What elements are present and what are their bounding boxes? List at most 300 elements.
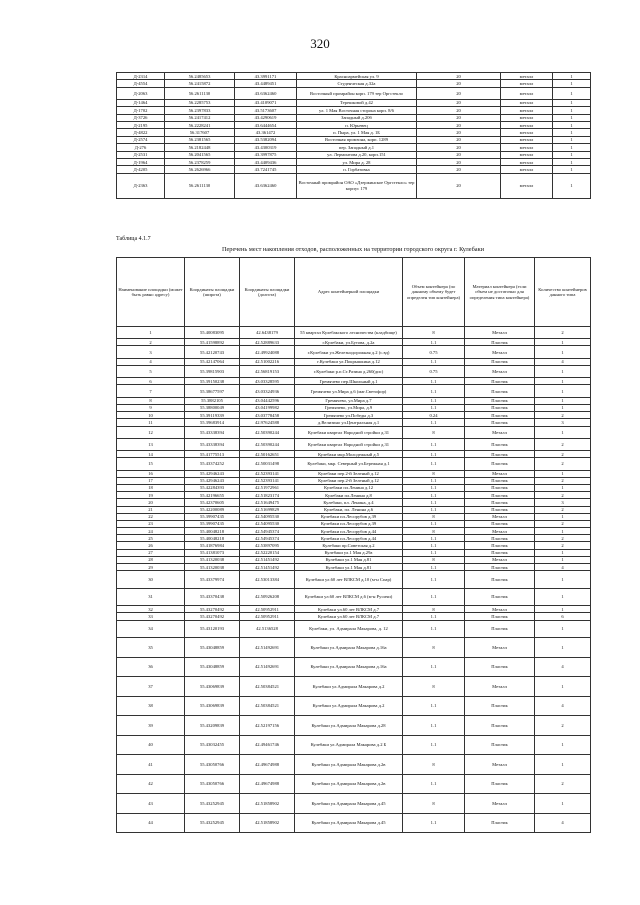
- longitude-cell: 43.361472: [235, 129, 297, 136]
- volume-cell: 0.24: [403, 412, 465, 419]
- longitude-cell: 43.5173607: [235, 107, 297, 114]
- count-cell: 1: [535, 339, 591, 346]
- count-cell: 1: [535, 571, 591, 589]
- address-cell: Кулебаки ул.Адмирала Макарова д.28: [295, 716, 403, 736]
- count-cell: 6: [535, 613, 591, 620]
- latitude-cell: 55.39150238: [185, 378, 240, 385]
- volume-cell: 1.1: [403, 458, 465, 470]
- longitude-cell: 42.49674988: [240, 774, 295, 794]
- material-cell: Металл: [465, 606, 535, 613]
- count-cell: 2: [535, 458, 591, 470]
- row-number-cell: 9: [117, 404, 185, 411]
- count-cell: 1: [553, 151, 591, 158]
- longitude-cell: 42.51002216: [240, 358, 295, 365]
- longitude-cell: 43.4489451: [235, 80, 297, 87]
- volume-cell: 1.1: [403, 492, 465, 499]
- header-longitude: Координаты площадки (долгота): [240, 258, 295, 327]
- longitude-cell: 42.50926208: [240, 588, 295, 606]
- longitude-cell: 42.54095530: [240, 513, 295, 520]
- material-cell: Пластик: [465, 412, 535, 419]
- count-cell: 2: [535, 451, 591, 458]
- volume-cell: 1.1: [403, 774, 465, 794]
- material-cell: Пластик: [465, 385, 535, 397]
- count-cell: 1: [535, 638, 591, 658]
- volume-cell: 1.1: [403, 451, 465, 458]
- material-cell: Пластик: [465, 458, 535, 470]
- material-cell: металл: [501, 129, 553, 136]
- row-number-cell: 24: [117, 528, 185, 535]
- header-count: Количество контейнеров данного типа: [535, 258, 591, 327]
- address-cell: Кулебаки пр.Советская д.2: [295, 542, 403, 549]
- latitude-cell: 55.43050766: [185, 774, 240, 794]
- table-caption: Перечень мест накопления отходов, расположенных на территории городского округа г. Кулебаки: [221, 246, 485, 253]
- material-cell: Пластик: [465, 774, 535, 794]
- longitude-cell: 42.50031498: [240, 458, 295, 470]
- count-cell: 2: [535, 477, 591, 484]
- row-number-cell: 34: [117, 620, 185, 638]
- row-number-cell: 12: [117, 426, 185, 438]
- latitude-cell: 55.43069839: [185, 677, 240, 697]
- address-cell: Кулебаки, ул. Адмирала Макарова, д. 12: [295, 620, 403, 638]
- longitude-cell: 43.6362460: [235, 173, 297, 198]
- count-cell: 2: [535, 506, 591, 513]
- volume-cell: 20: [417, 158, 501, 165]
- row-number-cell: 6: [117, 378, 185, 385]
- latitude-cell: 55.42147064: [185, 358, 240, 365]
- count-cell: 1: [553, 173, 591, 198]
- row-number-cell: 33: [117, 613, 185, 620]
- site-id-cell: Д-1464: [117, 99, 165, 106]
- table-row: [117, 492, 591, 499]
- row-number-cell: 43: [117, 794, 185, 814]
- address-cell: Кулебаки пл.Ленина д.8: [295, 492, 403, 499]
- volume-cell: 1.1: [403, 696, 465, 716]
- material-cell: Металл: [465, 677, 535, 697]
- latitude-cell: 55.42284393: [185, 484, 240, 491]
- address-cell: Кулебаки пл.Лесорубов д.44: [295, 528, 403, 535]
- material-cell: Пластик: [465, 571, 535, 589]
- address-cell: Кулебаки ул.1 Мая д.29а: [295, 549, 403, 556]
- latitude-cell: 55.42946243: [185, 477, 240, 484]
- row-number-cell: 22: [117, 513, 185, 520]
- material-cell: металл: [501, 136, 553, 143]
- row-number-cell: 7: [117, 385, 185, 397]
- longitude-cell: 43.4290619: [235, 114, 297, 121]
- count-cell: 4: [535, 657, 591, 677]
- latitude-cell: 55.41381073: [185, 549, 240, 556]
- row-number-cell: 44: [117, 813, 185, 833]
- count-cell: 4: [535, 696, 591, 716]
- latitude-cell: 56.2182448: [165, 144, 235, 151]
- table-row: [117, 588, 591, 606]
- row-number-cell: 41: [117, 755, 185, 775]
- volume-cell: 8: [403, 470, 465, 477]
- latitude-cell: 55.43270492: [185, 613, 240, 620]
- volume-cell: 1.1: [403, 657, 465, 677]
- latitude-cell: 55.43032455: [185, 735, 240, 755]
- table-row: [117, 397, 591, 404]
- table-row: [117, 528, 591, 535]
- table-row: [117, 677, 591, 697]
- kulebaki-waste-sites-table: [116, 257, 591, 833]
- address-cell: Восточный промрайон корп. 179 тер Оргстекло: [297, 87, 417, 99]
- count-cell: 1: [535, 528, 591, 535]
- latitude-cell: 55.43338394: [185, 426, 240, 438]
- latitude-cell: 55.43270492: [185, 606, 240, 613]
- latitude-cell: 55.43338394: [185, 438, 240, 450]
- longitude-cell: 43.4109071: [235, 99, 297, 106]
- longitude-cell: 42.52197156: [240, 716, 295, 736]
- count-cell: 1: [535, 620, 591, 638]
- longitude-cell: 43.03778458: [240, 412, 295, 419]
- address-cell: 55 квартал Кулебакского лесничества (кладбище): [295, 327, 403, 339]
- table-row: [117, 385, 591, 397]
- latitude-cell: 55.43379974: [185, 571, 240, 589]
- address-cell: Кулебаки пл.Ленина д.12: [295, 484, 403, 491]
- header-volume: Объем контейнера (по данному объему будет определен тип контейнера): [403, 258, 465, 327]
- table-row: [117, 87, 591, 99]
- address-cell: Кулебаки пер.2-й Зеленый д.12: [295, 470, 403, 477]
- longitude-cell: 42.51972961: [240, 484, 295, 491]
- volume-cell: 1.1: [403, 339, 465, 346]
- latitude-cell: 55.43050766: [185, 755, 240, 775]
- count-cell: 2: [535, 438, 591, 450]
- material-cell: металл: [501, 99, 553, 106]
- count-cell: 1: [535, 755, 591, 775]
- material-cell: металл: [501, 107, 553, 114]
- site-id-cell: Д-2195: [117, 121, 165, 128]
- latitude-cell: 55.39815903: [185, 365, 240, 377]
- material-cell: Пластик: [465, 438, 535, 450]
- material-cell: Пластик: [465, 613, 535, 620]
- table-row: [117, 451, 591, 458]
- site-id-cell: Д-2063: [117, 87, 165, 99]
- volume-cell: 1.1: [403, 735, 465, 755]
- count-cell: 2: [535, 535, 591, 542]
- address-cell: г.Кулебаки р.п.Ст.Разина д.260(дис): [295, 365, 403, 377]
- count-cell: 1: [535, 385, 591, 397]
- longitude-cell: 42.54095530: [240, 520, 295, 527]
- header-latitude: Координаты площадки (широта): [185, 258, 240, 327]
- page-number: 320: [310, 36, 330, 51]
- latitude-cell: 56.2397833: [165, 107, 235, 114]
- count-cell: 1: [535, 365, 591, 377]
- material-cell: Металл: [465, 556, 535, 563]
- material-cell: Пластик: [465, 419, 535, 426]
- volume-cell: 20: [417, 151, 501, 158]
- longitude-cell: 43.03328595: [240, 378, 295, 385]
- address-cell: г.Кулебаки, ул.Бутова, д.2а: [295, 339, 403, 346]
- address-cell: п. Пыра, ул. 1 Мая д. 1Б: [297, 129, 417, 136]
- longitude-cell: 42.50162651: [240, 451, 295, 458]
- count-cell: 1: [535, 606, 591, 613]
- latitude-cell: 55.41876984: [185, 542, 240, 549]
- volume-cell: 20: [417, 107, 501, 114]
- volume-cell: 1.1: [403, 438, 465, 450]
- longitude-cell: 43.4300319: [235, 144, 297, 151]
- table-row: [117, 484, 591, 491]
- table-row: [117, 542, 591, 549]
- table-row: [117, 151, 591, 158]
- volume-cell: 8: [403, 513, 465, 520]
- table-row: [117, 166, 591, 173]
- longitude-cell: 43.4409436: [235, 158, 297, 165]
- volume-cell: 1.1: [403, 397, 465, 404]
- count-cell: 1: [553, 166, 591, 173]
- longitude-cell: 42.51451492: [240, 556, 295, 563]
- material-cell: Пластик: [465, 520, 535, 527]
- table-row: [117, 813, 591, 833]
- material-cell: Пластик: [465, 542, 535, 549]
- material-cell: Пластик: [465, 620, 535, 638]
- volume-cell: 20: [417, 80, 501, 87]
- row-number-cell: 19: [117, 492, 185, 499]
- longitude-cell: 42.49674988: [240, 755, 295, 775]
- address-cell: Кулебаки мкр.Молодежный д.5: [295, 451, 403, 458]
- latitude-cell: 55.3882105: [185, 397, 240, 404]
- table-row: [117, 114, 591, 121]
- table-row: [117, 346, 591, 358]
- longitude-cell: 42.97624588: [240, 419, 295, 426]
- site-id-cell: Д-2363: [117, 173, 165, 198]
- count-cell: 2: [535, 520, 591, 527]
- row-number-cell: 17: [117, 477, 185, 484]
- address-cell: Кулебаки ул.1 Мая д.81: [295, 564, 403, 571]
- latitude-cell: 55.42196655: [185, 492, 240, 499]
- longitude-cell: 42.50384521: [240, 677, 295, 697]
- count-cell: 1: [535, 426, 591, 438]
- latitude-cell: 55.43252945: [185, 794, 240, 814]
- latitude-cell: 55.42120743: [185, 346, 240, 358]
- latitude-cell: 56.2417412: [165, 114, 235, 121]
- volume-cell: 8: [403, 556, 465, 563]
- row-number-cell: 18: [117, 484, 185, 491]
- address-cell: Гремячево пер.Школьный д.1: [295, 378, 403, 385]
- table-row: [117, 458, 591, 470]
- table-row: [117, 173, 591, 198]
- latitude-cell: 55.39119339: [185, 412, 240, 419]
- material-cell: Пластик: [465, 657, 535, 677]
- table-row: [117, 620, 591, 638]
- address-cell: Западный д.20б: [297, 114, 417, 121]
- count-cell: 2: [535, 774, 591, 794]
- address-cell: Кулебаки ул.Адмирала Макарова д.2в: [295, 755, 403, 775]
- site-id-cell: Д-3726: [117, 114, 165, 121]
- volume-cell: 1.1: [403, 542, 465, 549]
- table-row: [117, 129, 591, 136]
- address-cell: Кулебаки ул.60 лет ВЛКСМ д.10 (м-н Спар): [295, 571, 403, 589]
- address-cell: пер. Западный д.1: [297, 144, 417, 151]
- table-row: [117, 339, 591, 346]
- count-cell: 1: [535, 556, 591, 563]
- count-cell: 1: [535, 513, 591, 520]
- material-cell: Пластик: [465, 696, 535, 716]
- latitude-cell: 55.40048218: [185, 528, 240, 535]
- material-cell: металл: [501, 144, 553, 151]
- table-row: [117, 73, 591, 80]
- latitude-cell: 56.2381565: [165, 136, 235, 143]
- volume-cell: 20: [417, 129, 501, 136]
- table-row: [117, 158, 591, 165]
- table-label: Таблица 4.1.7: [116, 236, 151, 242]
- longitude-cell: 42.51649475: [240, 499, 295, 506]
- volume-cell: 1.1: [403, 813, 465, 833]
- longitude-cell: 42.50390244: [240, 426, 295, 438]
- longitude-cell: 42.52889633: [240, 339, 295, 346]
- row-number-cell: 39: [117, 716, 185, 736]
- address-cell: Кулебаки ул.60 лет ВЛКСМ д.6 (м-н Русичи): [295, 588, 403, 606]
- longitude-cell: 42.52393141: [240, 470, 295, 477]
- address-cell: Кулебаки пл.Лесорубов д.39: [295, 520, 403, 527]
- longitude-cell: 42.50952911: [240, 613, 295, 620]
- material-cell: Пластик: [465, 358, 535, 365]
- longitude-cell: 42.51492691: [240, 657, 295, 677]
- longitude-cell: 42.50952911: [240, 606, 295, 613]
- address-cell: Кулебаки ул.Адмирала Макарова д.2: [295, 696, 403, 716]
- address-cell: ул. Лермонтова д.20, корп.151: [297, 151, 417, 158]
- material-cell: Пластик: [465, 535, 535, 542]
- material-cell: Пластик: [465, 339, 535, 346]
- count-cell: 4: [535, 813, 591, 833]
- row-number-cell: 26: [117, 542, 185, 549]
- latitude-cell: 55.41320038: [185, 564, 240, 571]
- material-cell: Пластик: [465, 564, 535, 571]
- row-number-cell: 4: [117, 358, 185, 365]
- count-cell: 2: [535, 492, 591, 499]
- volume-cell: 1.1: [403, 358, 465, 365]
- longitude-cell: 42.49461746: [240, 735, 295, 755]
- longitude-cell: 43.6444654: [235, 121, 297, 128]
- volume-cell: 1.1: [403, 499, 465, 506]
- table-row: [117, 419, 591, 426]
- table-row: [117, 794, 591, 814]
- material-cell: Пластик: [465, 588, 535, 606]
- row-number-cell: 32: [117, 606, 185, 613]
- latitude-cell: 55.43120193: [185, 620, 240, 638]
- row-number-cell: 3: [117, 346, 185, 358]
- table-row: [117, 506, 591, 513]
- latitude-cell: 55.42370605: [185, 499, 240, 506]
- table-row: [117, 412, 591, 419]
- address-cell: г.Кулебаки ул.Железнодорожная д.2 (с.вд): [295, 346, 403, 358]
- table-row: [117, 470, 591, 477]
- latitude-cell: 55.43370438: [185, 588, 240, 606]
- address-cell: Кулебаки ул.60 лет ВЛКСМ д.7: [295, 613, 403, 620]
- material-cell: Металл: [465, 794, 535, 814]
- volume-cell: 1.1: [403, 564, 465, 571]
- header-address: Адрес контейнерной площадки: [295, 258, 403, 327]
- address-cell: Кулебаки, пл. Ленина, д.4: [295, 499, 403, 506]
- count-cell: 1: [535, 735, 591, 755]
- volume-cell: 1.1: [403, 549, 465, 556]
- material-cell: Пластик: [465, 716, 535, 736]
- volume-cell: 1.1: [403, 385, 465, 397]
- material-cell: Пластик: [465, 404, 535, 411]
- latitude-cell: 55.40083095: [185, 327, 240, 339]
- table-row: [117, 378, 591, 385]
- address-cell: Восточный промрайон ОАО «Дзержинское Оргстекло» тер корпус 179: [297, 173, 417, 198]
- address-cell: Кулебаки ул.Адмирала Макарова д.2: [295, 677, 403, 697]
- address-cell: п. Горбатовка: [297, 166, 417, 173]
- longitude-cell: 43.6362460: [235, 87, 297, 99]
- address-cell: Студенческая д.32а: [297, 80, 417, 87]
- material-cell: металл: [501, 80, 553, 87]
- latitude-cell: 55.42946243: [185, 470, 240, 477]
- address-cell: Кулебаки пл.Лесорубов д.39: [295, 513, 403, 520]
- longitude-cell: 42.52393141: [240, 477, 295, 484]
- table-row: [117, 535, 591, 542]
- table-row: [117, 774, 591, 794]
- site-id-cell: Д-276: [117, 144, 165, 151]
- latitude-cell: 56.2378259: [165, 158, 235, 165]
- count-cell: 1: [535, 549, 591, 556]
- longitude-cell: 43.03324936: [240, 385, 295, 397]
- row-number-cell: 11: [117, 419, 185, 426]
- address-cell: Кулебаки, мкр. Северный ул.Бережная д.1: [295, 458, 403, 470]
- longitude-cell: 43.5382094: [235, 136, 297, 143]
- row-number-cell: 8: [117, 397, 185, 404]
- row-number-cell: 28: [117, 556, 185, 563]
- table-row: [117, 477, 591, 484]
- row-number-cell: 40: [117, 735, 185, 755]
- latitude-cell: 56.2041565: [165, 151, 235, 158]
- address-cell: Терешковой д.42: [297, 99, 417, 106]
- latitude-cell: 56.2485653: [165, 73, 235, 80]
- latitude-cell: 55.43048859: [185, 638, 240, 658]
- table-row: [117, 80, 591, 87]
- longitude-cell: 42.5136528: [240, 620, 295, 638]
- latitude-cell: 56.2611130: [165, 173, 235, 198]
- address-cell: Гремячево, ул.Мира, д.9: [295, 404, 403, 411]
- longitude-cell: 42.51699829: [240, 506, 295, 513]
- row-number-cell: 23: [117, 520, 185, 527]
- volume-cell: 20: [417, 136, 501, 143]
- row-number-cell: 27: [117, 549, 185, 556]
- material-cell: Пластик: [465, 549, 535, 556]
- longitude-cell: 42.51858902: [240, 794, 295, 814]
- count-cell: 1: [553, 73, 591, 80]
- address-cell: Кулебаки ул.Адмирала Макарова д.2 Б: [295, 735, 403, 755]
- volume-cell: 1.1: [403, 506, 465, 513]
- longitude-cell: 42.54945374: [240, 528, 295, 535]
- longitude-cell: 43.04199982: [240, 404, 295, 411]
- table-row: [117, 755, 591, 775]
- row-number-cell: 5: [117, 365, 185, 377]
- site-id-cell: Д-2531: [117, 151, 165, 158]
- table-row: [117, 365, 591, 377]
- table-row: [117, 404, 591, 411]
- table-row: [117, 107, 591, 114]
- table-row: [117, 613, 591, 620]
- address-cell: Кулебаки ул.60 лет ВЛКСМ д.7: [295, 606, 403, 613]
- address-cell: д.Велизино ул.Центральная д.1: [295, 419, 403, 426]
- count-cell: 1: [553, 158, 591, 165]
- count-cell: 1: [535, 397, 591, 404]
- latitude-cell: 55.43069839: [185, 696, 240, 716]
- address-cell: Кулебаки ул.Адмирала Макарова д.45: [295, 794, 403, 814]
- row-number-cell: 38: [117, 696, 185, 716]
- volume-cell: 8: [403, 794, 465, 814]
- volume-cell: 1.1: [403, 613, 465, 620]
- address-cell: Кулебаки ул.1 Мая д.81: [295, 556, 403, 563]
- longitude-cell: 42.51451492: [240, 564, 295, 571]
- count-cell: 1: [535, 378, 591, 385]
- count-cell: 1: [535, 588, 591, 606]
- header-material: Материал контейнера (если объем не достаточно для определения типа контейнера): [465, 258, 535, 327]
- material-cell: Пластик: [465, 451, 535, 458]
- longitude-cell: 42.50384521: [240, 696, 295, 716]
- volume-cell: 20: [417, 114, 501, 121]
